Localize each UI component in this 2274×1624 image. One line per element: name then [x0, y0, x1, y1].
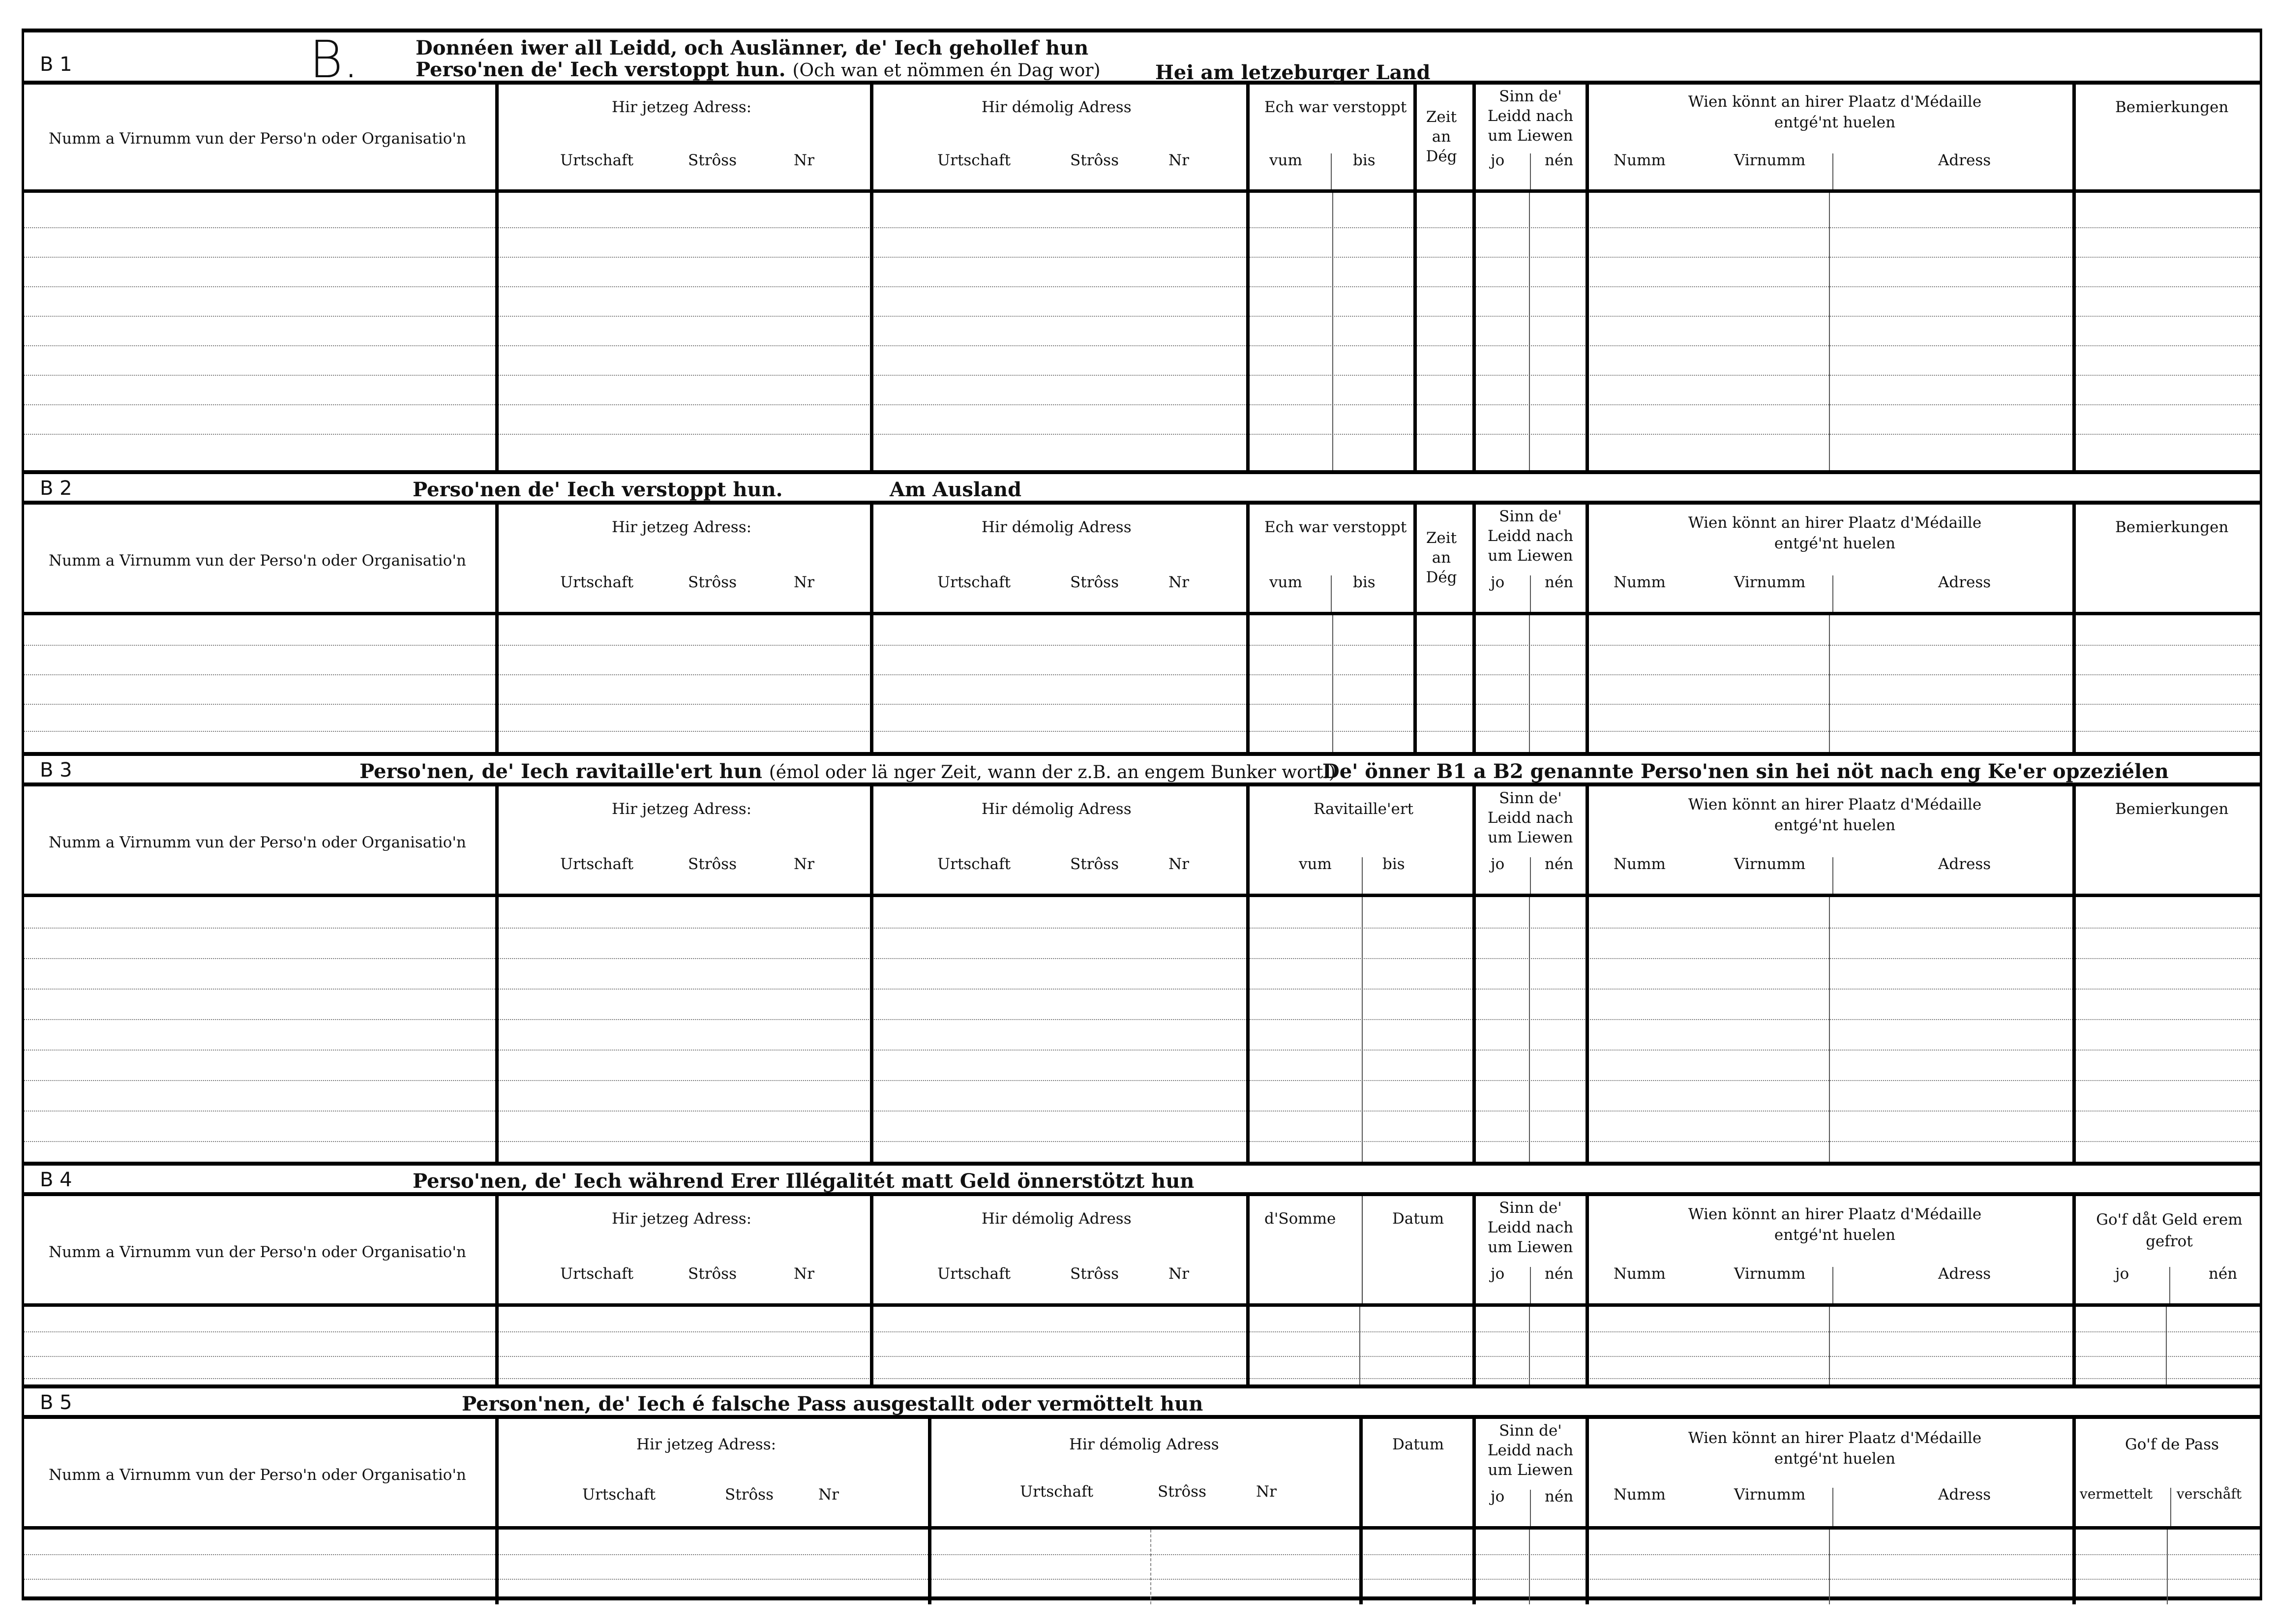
column-rule — [495, 897, 499, 1162]
sum-header — [1250, 1196, 1363, 1303]
time-label: Zeit an Dég — [1426, 529, 1457, 586]
section-title-location: Am Ausland — [890, 478, 1022, 501]
column-rule — [495, 615, 499, 752]
remarks-header — [2076, 85, 2265, 189]
nr-label: Nr — [1168, 151, 1189, 169]
entry-line[interactable] — [24, 1356, 2260, 1357]
surname-label: Numm — [1614, 1486, 1666, 1504]
column-rule — [1359, 1530, 1363, 1604]
sum-label: d'Somme — [1264, 1210, 1336, 1228]
title-text: Perso'nen de' Iech verstoppt hun. — [416, 58, 786, 81]
street-label: Strôss — [688, 1265, 737, 1283]
remarks-header — [2076, 505, 2265, 612]
date-label: Datum — [1392, 1210, 1444, 1228]
firstname-label: Virnumm — [1734, 1265, 1806, 1283]
current-address-label: Hir jetzeg Adress: — [612, 518, 752, 536]
column-rule — [870, 1307, 873, 1384]
surname-label: Numm — [1614, 573, 1666, 591]
address-label: Adress — [1938, 855, 1991, 873]
former-address-header — [931, 1419, 1363, 1526]
locality-label: Urtschaft — [1020, 1483, 1094, 1501]
alive-label: Sinn de' Leidd nach um Liewen — [1487, 789, 1574, 846]
hidden-period-header — [1250, 505, 1417, 612]
column-rule — [1362, 897, 1363, 1162]
column-rule — [870, 193, 873, 470]
divider — [1832, 857, 1833, 894]
column-rule — [495, 1530, 499, 1604]
name-column-label: Numm a Virnumm vun der Perso'n oder Organisatio'n — [49, 1466, 466, 1484]
column-rule — [870, 615, 873, 752]
column-rule — [1472, 897, 1476, 1162]
column-rule — [1586, 193, 1589, 470]
column-rule — [1472, 193, 1476, 470]
current-address-header — [499, 786, 873, 894]
section-title: Person'nen, de' Iech é falsche Pass ausgestallt oder vermöttelt hun — [462, 1392, 1203, 1415]
current-address-label: Hir jetzeg Adress: — [636, 1436, 777, 1453]
alive-label: Sinn de' Leidd nach um Liewen — [1487, 1199, 1574, 1256]
medal-label: Wien könnt an hirer Plaatz d'Médaille entgé'nt huelen — [1688, 93, 1982, 131]
form-sheet — [22, 29, 2262, 1600]
column-rule — [1586, 1307, 1589, 1384]
column-rule — [1246, 193, 1250, 470]
column-header-row — [24, 1196, 2260, 1307]
entry-line[interactable] — [24, 1331, 2260, 1332]
name-column-label: Numm a Virnumm vun der Perso'n oder Organisatio'n — [49, 552, 466, 570]
current-address-label: Hir jetzeg Adress: — [612, 98, 752, 116]
divider — [1530, 153, 1531, 189]
column-rule — [1829, 615, 1830, 752]
divider — [1832, 575, 1833, 612]
locality-label: Urtschaft — [582, 1486, 656, 1504]
section-title-location: Hei am letzeburger Land — [1155, 61, 1431, 84]
alive-label: Sinn de' Leidd nach um Liewen — [1487, 1422, 1574, 1479]
column-rule — [1472, 1307, 1476, 1384]
divider — [2170, 1488, 2171, 1526]
street-label: Strôss — [1158, 1483, 1206, 1501]
to-label: bis — [1382, 855, 1405, 873]
medal-recipient-header — [1589, 85, 2076, 189]
remarks-label: Bemierkungen — [2115, 98, 2229, 116]
from-label: vum — [1299, 855, 1332, 873]
firstname-label: Virnumm — [1734, 1486, 1806, 1504]
name-column-label: Numm a Virnumm vun der Perso'n oder Organisatio'n — [49, 1243, 466, 1261]
divider — [2169, 1267, 2170, 1303]
locality-label: Urtschaft — [937, 573, 1011, 591]
time-label: Zeit an Dég — [1426, 108, 1457, 165]
entry-rows — [24, 897, 2260, 1162]
firstname-label: Virnumm — [1734, 573, 1806, 591]
entry-line[interactable] — [24, 1378, 2260, 1379]
street-label: Strôss — [1070, 573, 1119, 591]
surname-label: Numm — [1614, 855, 1666, 873]
current-address-label: Hir jetzeg Adress: — [612, 800, 752, 818]
pass-label: Go'f de Pass — [2125, 1436, 2219, 1453]
entry-line[interactable] — [24, 645, 2260, 646]
column-rule — [2072, 193, 2076, 470]
alive-label: Sinn de' Leidd nach um Liewen — [1487, 508, 1574, 565]
made-label: verschåft — [2177, 1486, 2242, 1502]
entry-line[interactable] — [24, 1050, 2260, 1051]
no-label: nén — [1545, 151, 1574, 169]
remarks-label: Bemierkungen — [2115, 800, 2229, 818]
alive-header — [1476, 85, 1589, 189]
column-header-row — [24, 1419, 2260, 1530]
column-rule — [1413, 193, 1417, 470]
time-header — [1417, 85, 1476, 189]
nr-label: Nr — [1256, 1483, 1277, 1501]
column-header-row — [24, 505, 2260, 615]
column-header-row — [24, 786, 2260, 897]
name-column-label: Numm a Virnumm vun der Perso'n oder Organisatio'n — [49, 834, 466, 851]
date-header — [1363, 1196, 1476, 1303]
alive-header — [1476, 786, 1589, 894]
yes-label: jo — [1491, 1265, 1505, 1283]
hidden-label: Ech war verstoppt — [1264, 98, 1407, 116]
former-address-label: Hir démolig Adress — [982, 800, 1132, 818]
name-column-label: Numm a Virnumm vun der Perso'n oder Organisatio'n — [49, 130, 466, 148]
column-rule — [2072, 615, 2076, 752]
date-label: Datum — [1392, 1436, 1444, 1453]
former-address-header — [873, 505, 1250, 612]
column-rule — [1246, 897, 1250, 1162]
address-label: Adress — [1938, 573, 1991, 591]
divider — [1530, 857, 1531, 894]
entry-line[interactable] — [24, 286, 2260, 287]
former-address-header — [873, 1196, 1250, 1303]
entry-rows — [24, 1307, 2260, 1384]
current-address-header — [499, 85, 873, 189]
title-note: (Och wan et nömmen én Dag wor) — [792, 60, 1101, 81]
section-b2-header — [24, 474, 2260, 505]
section-title-note: De' önner B1 a B2 genannte Perso'nen sin hei nöt nach eng Ke'er opzeziélen — [1322, 760, 2169, 783]
section-b3-header — [24, 756, 2260, 786]
locality-label: Urtschaft — [937, 151, 1011, 169]
column-rule — [1529, 897, 1530, 1162]
divider — [1530, 575, 1531, 612]
divider — [1832, 1488, 1833, 1526]
address-label: Adress — [1938, 1265, 1991, 1283]
divider — [1362, 857, 1363, 894]
section-b5 — [24, 1388, 2260, 1604]
section-b3 — [24, 756, 2260, 1162]
name-column-header — [24, 85, 499, 189]
nr-label: Nr — [794, 151, 814, 169]
to-label: bis — [1353, 573, 1376, 591]
supplied-label: Ravitaille'ert — [1314, 800, 1414, 818]
column-rule — [1586, 897, 1589, 1162]
column-rule — [1472, 1530, 1476, 1604]
section-title: Perso'nen, de' Iech während Erer Illégalitét matt Geld önnerstötzt hun — [413, 1170, 1195, 1193]
alive-header — [1476, 1196, 1589, 1303]
column-rule — [1529, 1307, 1530, 1384]
to-label: bis — [1353, 151, 1376, 169]
no-label: nén — [1545, 1265, 1574, 1283]
name-column-header — [24, 1419, 499, 1526]
column-rule — [928, 1530, 931, 1604]
column-rule — [1529, 615, 1530, 752]
entry-line[interactable] — [24, 731, 2260, 732]
section-b5-header — [24, 1388, 2260, 1419]
divider — [1331, 153, 1332, 189]
entry-line[interactable] — [24, 1141, 2260, 1142]
section-code: B 1 — [40, 53, 72, 76]
column-rule — [1246, 1307, 1250, 1384]
part-letter: B. — [309, 30, 359, 90]
section-title — [359, 760, 1336, 783]
surname-label: Numm — [1614, 151, 1666, 169]
divider — [1530, 1267, 1531, 1303]
entry-rows — [24, 193, 2260, 470]
entry-line[interactable] — [24, 404, 2260, 405]
title-text: Perso'nen, de' Iech ravitaille'ert hun — [359, 760, 762, 783]
entry-line[interactable] — [24, 375, 2260, 376]
former-address-label: Hir démolig Adress — [1069, 1436, 1219, 1453]
column-rule — [495, 1307, 499, 1384]
locality-label: Urtschaft — [560, 1265, 634, 1283]
name-column-header — [24, 786, 499, 894]
medal-label: Wien könnt an hirer Plaatz d'Médaille entgé'nt huelen — [1688, 514, 1982, 552]
yes-label: jo — [1491, 573, 1505, 591]
column-rule — [1829, 1307, 1830, 1384]
entry-line[interactable] — [24, 989, 2260, 990]
medal-recipient-header — [1589, 1196, 2076, 1303]
remarks-label: Bemierkungen — [2115, 518, 2229, 536]
column-rule — [1246, 615, 1250, 752]
section-b1 — [24, 32, 2260, 470]
street-label: Strôss — [1070, 151, 1119, 169]
alive-header — [1476, 505, 1589, 612]
entry-line[interactable] — [24, 257, 2260, 258]
column-rule — [870, 897, 873, 1162]
date-header — [1363, 1419, 1476, 1526]
former-address-header — [873, 786, 1250, 894]
entry-line[interactable] — [24, 227, 2260, 228]
section-divider — [24, 752, 2260, 756]
column-rule — [1529, 1530, 1530, 1604]
column-rule — [2167, 1530, 2168, 1604]
street-label: Strôss — [688, 573, 737, 591]
no-label: nén — [1545, 855, 1574, 873]
column-rule — [495, 193, 499, 470]
medal-label: Wien könnt an hirer Plaatz d'Médaille entgé'nt huelen — [1688, 1205, 1982, 1244]
entry-line[interactable] — [24, 1019, 2260, 1020]
no-label: nén — [1545, 573, 1574, 591]
hidden-label: Ech war verstoppt — [1264, 518, 1407, 536]
issued-label: vermettelt — [2080, 1486, 2153, 1502]
nr-label: Nr — [818, 1486, 839, 1504]
column-rule — [1829, 193, 1830, 470]
supplied-period-header — [1250, 786, 1476, 894]
divider — [1832, 1267, 1833, 1303]
street-label: Strôss — [1070, 855, 1119, 873]
no-label: nén — [2209, 1265, 2238, 1283]
column-rule — [1332, 193, 1333, 470]
column-rule — [2166, 1307, 2167, 1384]
nr-label: Nr — [794, 855, 814, 873]
column-rule — [1586, 615, 1589, 752]
divider — [1832, 153, 1833, 189]
column-rule — [2072, 1307, 2076, 1384]
locality-label: Urtschaft — [937, 855, 1011, 873]
column-rule — [2072, 1530, 2076, 1604]
from-label: vum — [1269, 151, 1302, 169]
section-divider — [24, 470, 2260, 474]
entry-line[interactable] — [24, 704, 2260, 705]
alive-label: Sinn de' Leidd nach um Liewen — [1487, 88, 1574, 145]
former-address-label: Hir démolig Adress — [982, 518, 1132, 536]
time-header — [1417, 505, 1476, 612]
divider — [1331, 575, 1332, 612]
locality-label: Urtschaft — [560, 855, 634, 873]
address-label: Adress — [1938, 1486, 1991, 1504]
name-column-header — [24, 505, 499, 612]
yes-label: jo — [1491, 855, 1505, 873]
street-label: Strôss — [688, 855, 737, 873]
from-label: vum — [1269, 573, 1302, 591]
title-note: (émol oder lä nger Zeit, wann der z.B. an engem Bunker wort.) — [769, 762, 1336, 782]
column-rule — [2072, 897, 2076, 1162]
yes-label: jo — [2115, 1265, 2129, 1283]
street-label: Strôss — [725, 1486, 774, 1504]
medal-recipient-header — [1589, 505, 2076, 612]
locality-label: Urtschaft — [937, 1265, 1011, 1283]
column-header-row — [24, 85, 2260, 193]
column-rule — [1150, 1530, 1151, 1604]
current-address-label: Hir jetzeg Adress: — [612, 1210, 752, 1228]
column-rule — [1472, 615, 1476, 752]
locality-label: Urtschaft — [560, 151, 634, 169]
locality-label: Urtschaft — [560, 573, 634, 591]
divider — [1530, 1490, 1531, 1526]
section-code: B 3 — [40, 759, 72, 782]
entry-line[interactable] — [24, 1554, 2260, 1555]
nr-label: Nr — [794, 573, 814, 591]
entry-line[interactable] — [24, 1579, 2260, 1580]
alive-header — [1476, 1419, 1589, 1526]
section-title-line1: Donnéen iwer all Leidd, och Auslänner, de' Iech gehollef hun — [416, 36, 1089, 60]
section-title-line2 — [416, 58, 1101, 81]
column-rule — [1332, 615, 1333, 752]
section-title: Perso'nen de' Iech verstoppt hun. — [413, 478, 783, 501]
medal-label: Wien könnt an hirer Plaatz d'Médaille entgé'nt huelen — [1688, 1429, 1982, 1468]
section-divider — [24, 1162, 2260, 1166]
section-code: B 5 — [40, 1391, 72, 1414]
pass-header — [2076, 1419, 2265, 1526]
column-rule — [1529, 193, 1530, 470]
column-rule — [1413, 615, 1417, 752]
entry-rows — [24, 615, 2260, 752]
section-b4 — [24, 1166, 2260, 1384]
street-label: Strôss — [688, 151, 737, 169]
firstname-label: Virnumm — [1734, 855, 1806, 873]
section-code: B 4 — [40, 1169, 72, 1191]
section-divider — [24, 1384, 2260, 1388]
entry-line[interactable] — [24, 928, 2260, 929]
entry-line[interactable] — [24, 434, 2260, 435]
name-column-header — [24, 1196, 499, 1303]
column-rule — [1586, 1530, 1589, 1604]
section-b4-header — [24, 1166, 2260, 1196]
former-address-header — [873, 85, 1250, 189]
current-address-header — [499, 505, 873, 612]
entry-line[interactable] — [24, 1111, 2260, 1112]
section-code: B 2 — [40, 477, 72, 500]
yes-label: jo — [1491, 151, 1505, 169]
no-label: nén — [1545, 1488, 1574, 1505]
entry-rows — [24, 1530, 2260, 1604]
nr-label: Nr — [1168, 855, 1189, 873]
entry-line[interactable] — [24, 958, 2260, 959]
current-address-header — [499, 1419, 931, 1526]
entry-line[interactable] — [24, 674, 2260, 675]
section-b1-header — [24, 30, 2260, 90]
entry-line[interactable] — [24, 1080, 2260, 1081]
hidden-period-header — [1250, 85, 1417, 189]
medal-label: Wien könnt an hirer Plaatz d'Médaille entgé'nt huelen — [1688, 796, 1982, 834]
medal-recipient-header — [1589, 786, 2076, 894]
column-rule — [1829, 1530, 1830, 1604]
money-returned-header — [2076, 1196, 2265, 1303]
street-label: Strôss — [1070, 1265, 1119, 1283]
surname-label: Numm — [1614, 1265, 1666, 1283]
column-rule — [1359, 1307, 1360, 1384]
nr-label: Nr — [1168, 1265, 1189, 1283]
former-address-label: Hir démolig Adress — [982, 98, 1132, 116]
yes-label: jo — [1491, 1488, 1505, 1505]
section-b2 — [24, 474, 2260, 752]
address-label: Adress — [1938, 151, 1991, 169]
money-returned-label: Go'f dåt Geld erem gefrot — [2096, 1211, 2243, 1250]
entry-line[interactable] — [24, 316, 2260, 317]
nr-label: Nr — [794, 1265, 814, 1283]
firstname-label: Virnumm — [1734, 151, 1806, 169]
remarks-header — [2076, 786, 2265, 894]
medal-recipient-header — [1589, 1419, 2076, 1526]
nr-label: Nr — [1168, 573, 1189, 591]
former-address-label: Hir démolig Adress — [982, 1210, 1132, 1228]
column-rule — [1829, 897, 1830, 1162]
entry-line[interactable] — [24, 345, 2260, 346]
current-address-header — [499, 1196, 873, 1303]
